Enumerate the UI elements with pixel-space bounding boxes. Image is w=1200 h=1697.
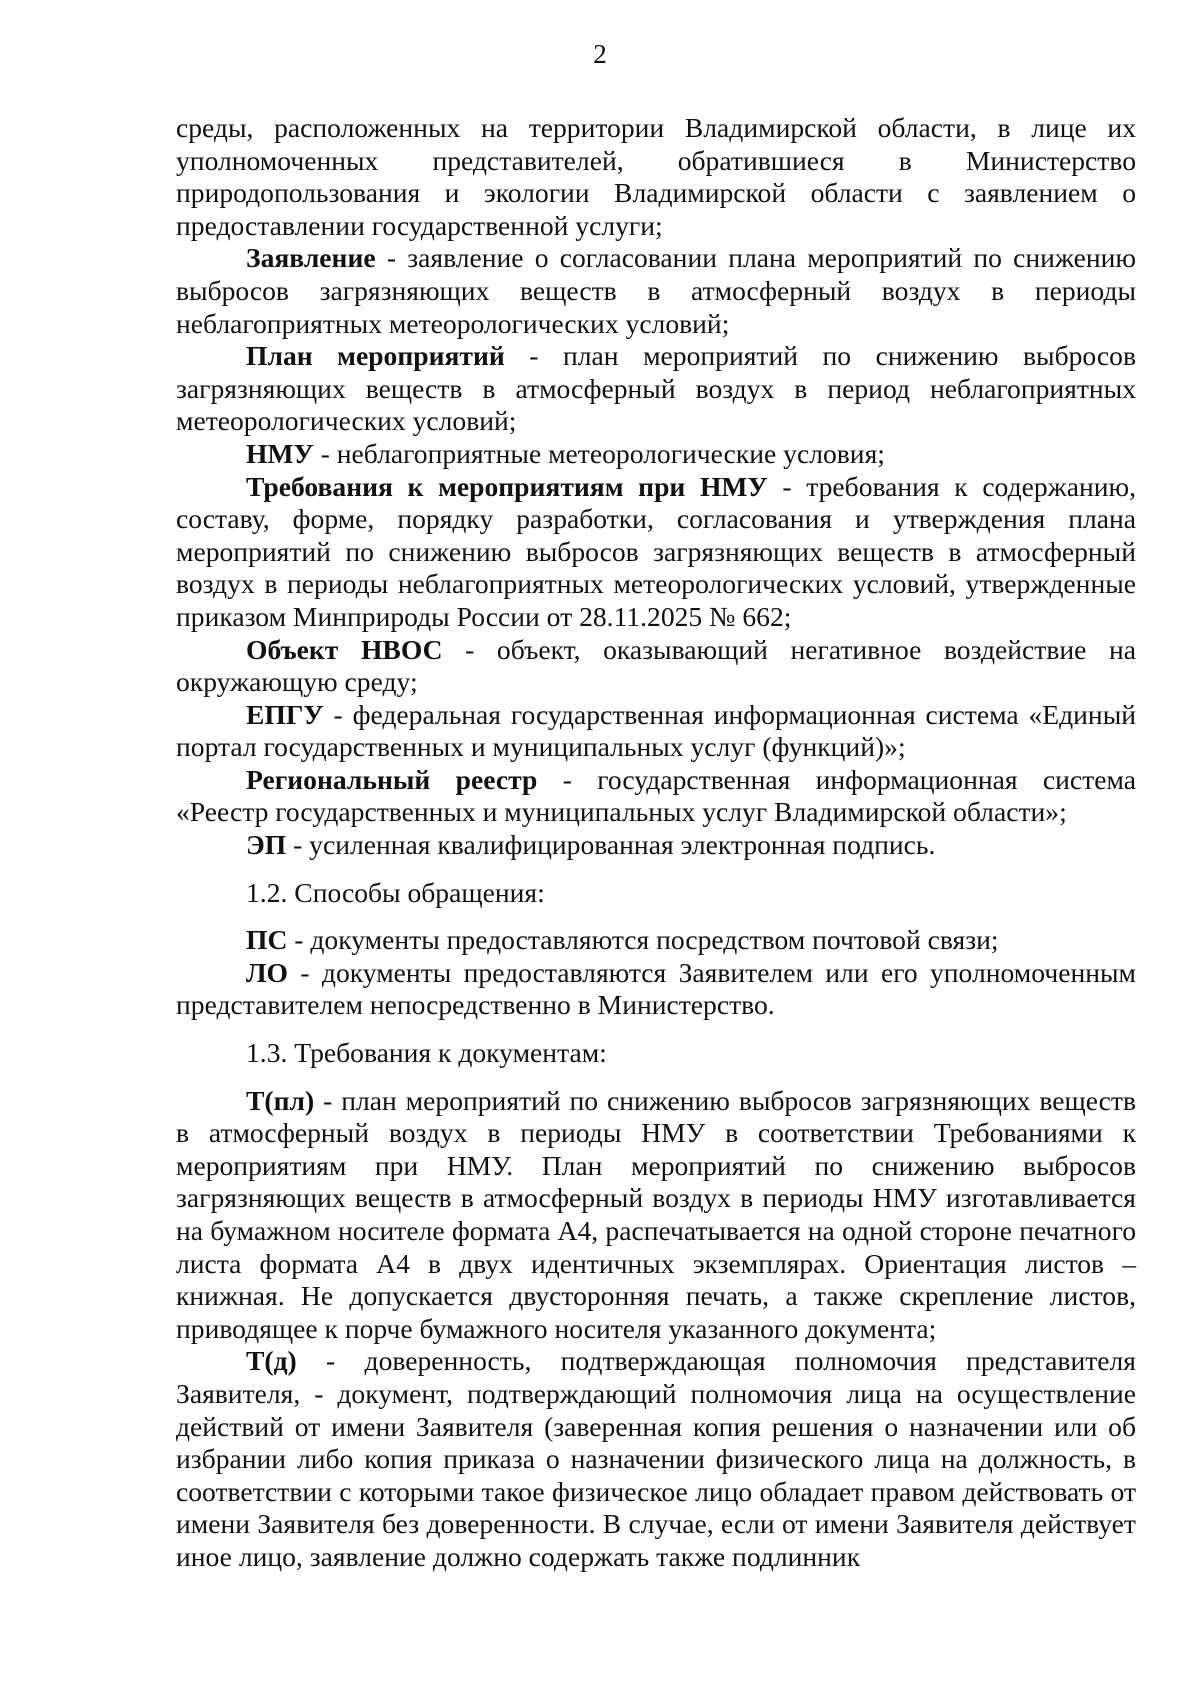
- definition-text: - документы предоставляются посредством почтовой связи;: [287, 924, 999, 956]
- definition-text: - документы предоставляются Заявителем или его уполномоченным представителем непосредственно в Министерство.: [176, 956, 1136, 1021]
- term-label: НМУ: [246, 437, 314, 469]
- definition-t-pl: [176, 1085, 1136, 1346]
- definition-ps: [176, 924, 1136, 957]
- definition-text: - доверенность, подтверждающая полномочия представителя Заявителя, - документ, подтверждающий полномочия лица на осуществление действий от имени Заявителя (заверенная копия решения о назначении или об избрании либо копия приказа о назначении физического лица на должность, в соответствии с которыми такое физическое лицо обладает правом действовать от имени Заявителя без доверенности. В случае, если от имени Заявителя действует иное лицо, заявление должно содержать также подлинник: [176, 1345, 1136, 1572]
- document-body: [176, 112, 1136, 1574]
- page-number: 2: [593, 39, 607, 69]
- definition-action-plan: [176, 340, 1136, 438]
- definition-text: - государственная информационная система «Реестр государственных и муниципальных услуг Владимирской области»;: [176, 763, 1136, 828]
- definition-text: - неблагоприятные метеорологические условия;: [313, 437, 885, 469]
- term-label: ПС: [246, 924, 288, 956]
- definition-nmu-requirements: [176, 471, 1136, 634]
- definition-text: - федеральная государственная информационная система «Единый портал государственных и муниципальных услуг (функций)»;: [176, 698, 1136, 763]
- section-heading-document-requirements: [176, 1037, 1136, 1070]
- definition-application: [176, 242, 1136, 340]
- definition-regional-registry: [176, 764, 1136, 829]
- term-label: Т(пл): [246, 1084, 315, 1116]
- term-label: ЕПГУ: [246, 698, 324, 730]
- term-label: Заявление: [246, 242, 376, 274]
- definition-text: - усиленная квалифицированная электронная подпись.: [286, 829, 936, 861]
- definition-nmu: [176, 438, 1136, 471]
- definition-text: - заявление о согласовании плана мероприятий по снижению выбросов загрязняющих веществ в атмосферный воздух в периоды неблагоприятных метеорологических условий;: [176, 242, 1136, 339]
- term-label: План мероприятий: [246, 340, 505, 372]
- term-label: Т(д): [246, 1345, 297, 1377]
- term-label: Требования к мероприятиям при НМУ: [246, 470, 768, 502]
- paragraph-applicants-continuation: [176, 112, 1136, 242]
- definition-text: - объект, оказывающий негативное воздействие на окружающую среду;: [176, 633, 1137, 698]
- term-label: ЭП: [246, 829, 287, 861]
- definition-nvos-object: [176, 634, 1136, 699]
- definition-lo: [176, 957, 1136, 1022]
- paragraph-text: среды, расположенных на территории Владимирской области, в лице их уполномоченных представителей, обратившиеся в Министерство природопользования и экологии Владимирской области с заявлением о предоставлении государственной услуги;: [176, 112, 1136, 241]
- definition-text: - план мероприятий по снижению выбросов загрязняющих веществ в атмосферный воздух в периоды НМУ в соответствии Требованиями к мероприятиям при НМУ. План мероприятий по снижению выбросов загрязняющих веществ в атмосферный воздух в периоды НМУ изготавливается на бумажном носителе формата А4, распечатывается на одной стороне печатного листа формата А4 в двух идентичных экземплярах. Ориентация листов – книжная. Не допускается двусторонняя печать, а также скрепление листов, приводящее к порче бумажного носителя указанного документа;: [176, 1084, 1136, 1344]
- definition-epgu: [176, 699, 1136, 764]
- definition-t-d: [176, 1345, 1136, 1573]
- definition-text: - требования к содержанию, составу, форме, порядку разработки, согласования и утверждения плана мероприятий по снижению выбросов загрязняющих веществ в атмосферный воздух в периоды неблагоприятных метеорологических условий, утвержденные приказом Минприроды России от 28.11.2025 № 662;: [176, 470, 1137, 632]
- term-label: Региональный реестр: [246, 763, 538, 795]
- definition-text: - план мероприятий по снижению выбросов загрязняющих веществ в атмосферный воздух в период неблагоприятных метеорологических условий;: [176, 340, 1136, 437]
- term-label: ЛО: [246, 956, 289, 988]
- definition-ep: [176, 829, 1136, 862]
- section-heading-contact-methods: [176, 877, 1136, 910]
- section-heading-text: 1.2. Способы обращения:: [246, 876, 545, 908]
- term-label: Объект НВОС: [246, 633, 443, 665]
- section-heading-text: 1.3. Требования к документам:: [246, 1037, 607, 1069]
